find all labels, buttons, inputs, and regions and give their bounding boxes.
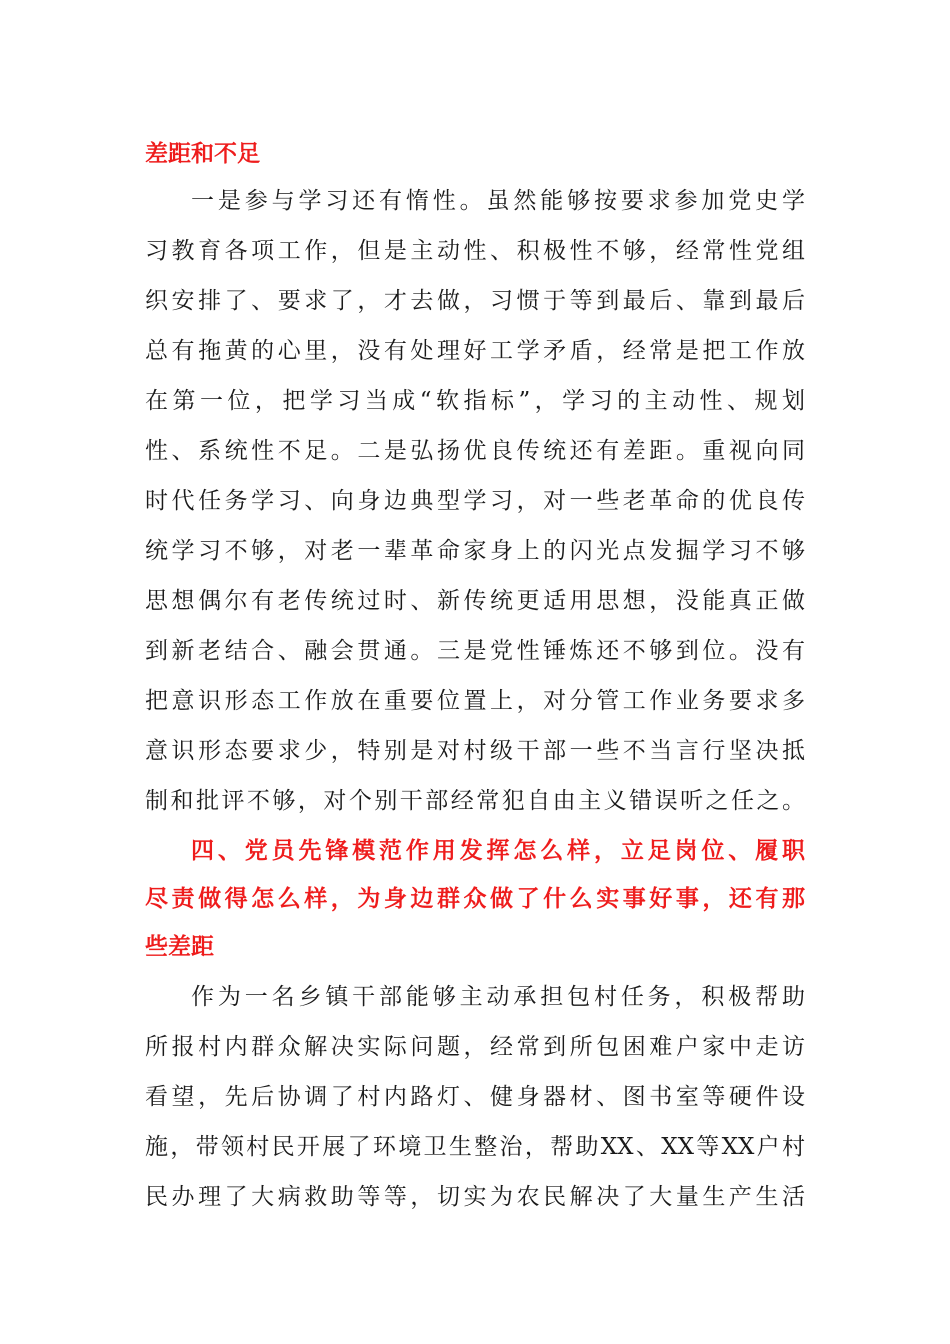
section-heading-line: 些差距: [145, 934, 214, 960]
paragraph-line: 习教育各项工作，但是主动性、积极性不够，经常性党组: [145, 238, 805, 264]
section-heading-line: 四、党员先锋模范作用发挥怎么样，立足岗位、履职: [191, 838, 805, 864]
paragraph-line: 思想偶尔有老传统过时、新传统更适用思想，没能真正做: [145, 588, 805, 614]
paragraph-line: 性、系统性不足。二是弘扬优良传统还有差距。重视向同: [145, 438, 805, 464]
paragraph-line: 所报村内群众解决实际问题，经常到所包困难户家中走访: [145, 1034, 805, 1060]
paragraph-line: 总有拖黄的心里，没有处理好工学矛盾，经常是把工作放: [145, 338, 805, 364]
paragraph-line: 统学习不够，对老一辈革命家身上的闪光点发掘学习不够: [145, 538, 805, 564]
paragraph-line: 时代任务学习、向身边典型学习，对一些老革命的优良传: [145, 488, 805, 514]
paragraph-line: 作为一名乡镇干部能够主动承担包村任务，积极帮助: [191, 984, 805, 1010]
paragraph-line: 一是参与学习还有惰性。虽然能够按要求参加党史学: [191, 188, 805, 214]
paragraph-line: 在第一位，把学习当成“软指标”，学习的主动性、规划: [145, 388, 805, 414]
section-heading-tail: 差距和不足: [145, 141, 260, 167]
section-heading-line: 尽责做得怎么样，为身边群众做了什么实事好事，还有那: [145, 886, 805, 912]
paragraph-line: 施，带领村民开展了环境卫生整治，帮助XX、XX等XX户村: [145, 1134, 805, 1160]
paragraph-line: 到新老结合、融会贯通。三是党性锤炼还不够到位。没有: [145, 638, 805, 664]
paragraph-line: 制和批评不够，对个别干部经常犯自由主义错误听之任之。: [145, 788, 805, 814]
paragraph-line: 把意识形态工作放在重要位置上，对分管工作业务要求多: [145, 688, 805, 714]
paragraph-line: 意识形态要求少，特别是对村级干部一些不当言行坚决抵: [145, 738, 805, 764]
paragraph-line: 看望，先后协调了村内路灯、健身器材、图书室等硬件设: [145, 1084, 805, 1110]
paragraph-line: 织安排了、要求了，才去做，习惯于等到最后、靠到最后: [145, 288, 805, 314]
paragraph-line: 民办理了大病救助等等，切实为农民解决了大量生产生活: [145, 1184, 805, 1210]
